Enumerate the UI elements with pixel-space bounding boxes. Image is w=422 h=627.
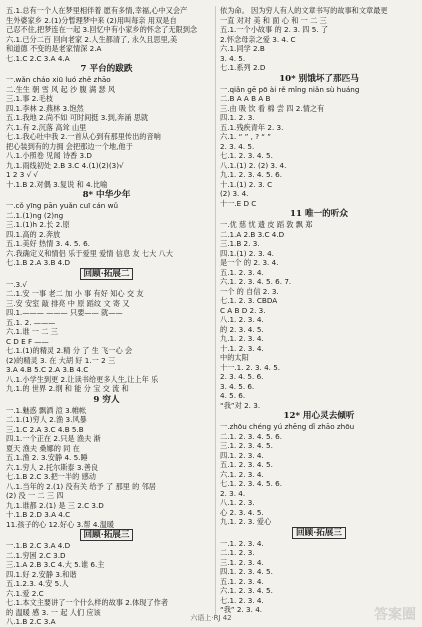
answer-line: 七.1. 2. 3. CBDA <box>220 296 278 305</box>
answer-line: 四.1.一个正在 2.只是 渔夫 渐 <box>6 434 101 443</box>
answer-line: 四.1.李林 2.燕林 3.饱然 <box>6 103 84 113</box>
answer-line: 九.1. 2. 3. 4. 5. 6. <box>220 170 283 179</box>
answer-line: 八.1. 2. 3. <box>220 498 255 507</box>
answer-line: 八.1.小学生到更 2.让读书给更多人生,让上年 乐 <box>6 374 159 384</box>
answer-line: 五.1.一个小故事 的 2. 3. 四 5. 了 <box>220 25 329 34</box>
answer-line: 五.1.总有一个人在梦里相伴着 愿有多情,幸福,心中又会产 <box>6 6 188 15</box>
answer-line: 六.1. 2. 3. 4. <box>220 469 264 479</box>
answer-line: 十.1.B 2.对偶 3.复说 和 4.比喻 <box>6 179 108 189</box>
answer-line: 三.1.事 2.毛枝 <box>6 94 54 103</box>
answer-line: (2) 3. 4. <box>220 189 249 198</box>
section-heading-text: 11 唯一的听众 <box>290 209 348 219</box>
watermark: 答案圈 <box>374 607 416 623</box>
answer-line: 是一个 的 2. 3. 4. <box>220 258 279 267</box>
answer-line: 二.1.(1)穷人 2.渔 3.风暴 <box>6 415 87 424</box>
answer-line: “我” 2. 3. 4. <box>220 605 263 614</box>
section-heading <box>6 189 207 201</box>
section-heading <box>6 394 207 406</box>
answer-line: 2. 3. 4. 5. <box>220 141 255 151</box>
answer-line: 二.1.A 2.B 3.C 4.D <box>220 229 285 239</box>
answer-line: 三.1.(1)h 2.长 2.原 <box>6 220 70 229</box>
answer-line: 十.1.B 2.D 3.A 4.C <box>6 510 71 519</box>
answer-line: 四.1. 2. 3. 4. <box>220 450 264 460</box>
answer-line: 十.1.(1) 2. 3. C <box>220 179 273 189</box>
answer-line: 七.1. 2. 3. 4. <box>220 595 264 605</box>
section-heading <box>220 410 418 422</box>
section-heading-text: 7 平台的跋跌 <box>80 64 133 74</box>
answer-line: 的 2. 3. 4. 5. <box>220 324 264 334</box>
left-column <box>6 6 207 627</box>
answer-line: 3.A 4.B 5.C 2.A 3.B 4.C <box>6 365 89 374</box>
answer-line: 十一.1. 2. 3. 4. 5. <box>220 362 281 372</box>
answer-line: 一.3.√ <box>6 279 27 289</box>
answer-line: 一.wǎn cháo xiū luó zhě zhāo <box>6 75 111 84</box>
answer-line: 五.1.渔 2. 3.安静 4. 5.睡 <box>6 453 88 462</box>
answer-line: 九.1. 2. 3. 4. <box>220 334 264 343</box>
section-heading-text: 回顾·拓展二 <box>80 268 134 280</box>
answer-line: 七.1.我心吐中我 2.一首从心到有那里传出的音响 <box>6 132 161 141</box>
answer-line: 九.1. 2. 3. 爱心 <box>220 517 272 526</box>
answer-line: 五.1.2.3. 4.安 5.人 <box>6 579 69 588</box>
answer-line: 4. 5. 6. <box>220 391 246 400</box>
answer-line: 四.1. 2. 3. <box>220 113 255 122</box>
answer-line: 五.1. 2. 3. 4. <box>220 267 264 277</box>
answer-line: 的 温暖 感 3. 一 起 人们 应该 <box>6 607 101 617</box>
answer-line: 六.1.已分二百 回向老家 2.人生都清了, 永久且思里,美 <box>6 34 178 44</box>
answer-line: 六.1.同学 2.B <box>220 44 265 53</box>
answer-line: 3. 4. 5. <box>220 53 246 63</box>
answer-line: 2. 3. 4. 5. 6. <box>220 372 264 381</box>
page-footer: 六语上·RJ 42 <box>190 614 232 622</box>
answer-line: 四.1.(1) 2. 3. 4. <box>220 248 274 258</box>
section-heading <box>6 63 207 75</box>
answer-line: 1 2 3 √ √ <box>6 170 39 179</box>
answer-line: 一.qiǎn gē pō ài rě mǐng niǎn sù huáng <box>220 84 360 94</box>
answer-line: 七.1.(1)的精灵 2.精 分 了 生 飞一心 会 <box>6 346 133 355</box>
answer-line: 11.孩子的心 12.好心 3.帮 4.温暖 <box>6 519 115 529</box>
answer-line: 七.1.C 2.C 3.A 4.A <box>6 53 70 63</box>
answer-line: 五.1. 2. ——— <box>6 317 56 327</box>
section-heading-text: 回顾·拓展三 <box>80 529 134 541</box>
answer-line: 2.怀念母亲之爱 3. 4. C <box>220 34 296 44</box>
answer-line: 和道德 不变的是老家情深 2.A <box>6 44 102 53</box>
answer-line: 七.1. 2. 3. 4. 5. <box>220 151 273 160</box>
answer-line: 六.1. 2. 3. 4. 5. 6. 7. <box>220 277 292 286</box>
answer-line: 七.1. 2. 3. 4. 5. 6. <box>220 479 283 488</box>
answer-line: 一.cǒ yīng pān yuǎn cuī cán wǔ <box>6 201 119 210</box>
answer-line: 二.B A A B A B <box>220 94 271 103</box>
answer-line: (2)的精灵 3. 在 大胡 好 1.一 2 三 <box>6 355 116 365</box>
answer-line: 八.1.(1) 2. (2) 3. 4. <box>220 160 287 170</box>
answer-line: 六.1. “ ” , ? “ ” <box>220 132 272 141</box>
answer-line: 三.1.C 2.A 3.C 4.B 5.B <box>6 424 84 434</box>
answer-line: 六.我确定义和情侣 乐于爱里 爱情 信息 友 七大 八大 <box>6 248 173 258</box>
answer-line: “我”对 2. 3. <box>220 400 261 410</box>
answer-line: 三.1. 2. 3. 4. <box>220 557 264 567</box>
answer-line: C D E F —— <box>6 336 49 346</box>
answer-line: 一.1.B 2.C 3.A 4.D <box>6 541 71 550</box>
answer-line: 七.1.本文主要讲了一个什么样的故事 2.体现了作者 <box>6 598 169 607</box>
answer-line: 四.1.——— ——— 只要—— 就—— <box>6 308 123 317</box>
section-heading <box>220 527 418 539</box>
answer-line: (2) 没 一 二 三 四 <box>6 491 64 500</box>
answer-line: 七.1.B 2.A 3.B 4.D <box>6 258 71 267</box>
answer-line: 一.优 慈 忧 遗 皮 蹈 敦 飘 郑 <box>220 220 313 229</box>
answer-line: 九.1.谁都 2.(1) 是 三 2.C 3.D <box>6 500 104 510</box>
section-heading-text: 回顾·拓展三 <box>292 527 346 539</box>
answer-line: 七.1.系列 2.D <box>220 63 266 72</box>
answer-line: 六.1. 2. 3. 4. 5. <box>220 586 273 595</box>
answer-line: 五.1.美好 热情 3. 4. 5. 6. <box>6 239 90 248</box>
answer-line: 九.1.的 世界 2.纲 和 能 分 宝 交 流 和 <box>6 384 129 393</box>
answer-line: 2. 3. 4. <box>220 488 246 498</box>
answer-line: 七.1.B 2.C 3.把一半的 感动 <box>6 472 96 481</box>
answer-line: 一个 的 自信 2. 3. <box>220 286 279 296</box>
answer-line: 八.1. 2. 3. 4. <box>220 315 264 324</box>
answer-line: 二.1. 2. 3. 4. 5. 6. <box>220 431 283 441</box>
section-heading <box>220 73 418 85</box>
answer-line: 依为命。 因为穷人有人的文章书写的故事和文章最更 <box>220 6 388 15</box>
answer-line: 十一.E D C <box>220 198 257 208</box>
answer-line: 二.1. 2. 3. <box>220 548 255 557</box>
answer-line: 五.1. 2. 3. 4. 5. <box>220 460 273 469</box>
answer-line: 六.1.穷人 2.托尔斯泰 3.善良 <box>6 462 99 472</box>
answer-line: 八.1.当年的 2.(1) 没有关 给予 了 那里 的 邻居 <box>6 481 156 491</box>
answer-line: 五.1.残疾青年 2. 3. <box>220 122 284 132</box>
answer-line: 三.安 安室 敲 排亮 中 原 蹈纹 文 寄 又 <box>6 298 130 308</box>
answer-line: 把心装到有的力拥 会把那边一个地,他于 <box>6 141 133 151</box>
answer-line: 四.1.高的 2.奔放 <box>6 229 61 239</box>
section-heading <box>6 529 207 541</box>
answer-line: 三.1.A 2.B 3.C 4.大 5.谁 6.主 <box>6 560 105 569</box>
answer-line: 二.生生 朝 雪 风 起 沙 腹 满 瑟 风 <box>6 84 116 94</box>
answer-line: 十.1. 2. 3. 4. <box>220 343 264 353</box>
answer-line: 八.1.小照卷 见闻 诗香 3.D <box>6 151 92 160</box>
answer-line: 一直 对对 美 和 面 心 和 一 二 三 <box>220 15 327 25</box>
answer-line: C A B D 2. 3. <box>220 305 266 315</box>
answer-line: 3. 4. 5. 6. <box>220 381 255 391</box>
answer-line: 六.1.有 2.沉落 高耸 山里 <box>6 122 87 132</box>
answer-line: 八.1.B 2.C 3.A <box>6 617 56 626</box>
answer-line: 六.1.爱 2.C <box>6 588 44 598</box>
answer-line: 二.1.穷困 2.C 3.D <box>6 550 66 560</box>
section-heading-text: 9 穷人 <box>93 394 120 405</box>
right-column <box>215 6 418 615</box>
section-heading-text: 12* 用心灵去倾听 <box>283 411 355 421</box>
answer-line: 生外婆家乡 2.(1)分暂理梦中来 (2)用叫每亲 用双是自 <box>6 15 177 25</box>
answer-line: 四.1.好 2.安静 3.和谐 <box>6 569 77 579</box>
answer-line: 三.由 吸 饮 看 棉 尝 四 2.情之有 <box>220 103 325 113</box>
answer-line: 九.1.雨线初处 2.B 3.C 4.(1)(2)(3)√ <box>6 160 124 170</box>
answer-line: 四.1. 2. 3. 4. 5. <box>220 567 273 576</box>
section-heading-text: 10* 别饿坏了那匹马 <box>279 73 359 84</box>
section-heading-text: 8* 中华少年 <box>82 190 131 200</box>
answer-line: 三.1.B 2. 3. <box>220 239 260 248</box>
answer-line: 一.1.魅惑 飘洒 渲 3.帷帐 <box>6 405 87 415</box>
answer-line: 一.zhōu chéng yú zhēng dǐ zhāo zhōu <box>220 422 355 431</box>
answer-line: 三.1. 2. 3. 4. 5. <box>220 441 273 450</box>
answer-line: 五.1. 2. 3. 4. <box>220 576 264 586</box>
answer-line: 夏天 渔夫 桑娜的 同 在 <box>6 443 80 453</box>
answer-line: 二.1.(1)ng (2)ng <box>6 210 64 220</box>
answer-line: 一.1. 2. 3. 4. <box>220 538 264 548</box>
section-heading <box>220 208 418 220</box>
answer-line: 己忍不住,把梦连在一起 3.回忆中有小家乡的怀念了无限到念 <box>6 25 198 34</box>
answer-line: 心 2. 3. 4. 5. <box>220 507 264 517</box>
answer-line: 六.1.谁 一 二 三 <box>6 327 58 336</box>
answer-line: 五.1.我地 2.尚不如 可时间挺 3.到,奔涌 思就 <box>6 113 149 122</box>
answer-line: 二.1.安 一事 老二 加 小 事 有好 知心 交 友 <box>6 289 144 298</box>
section-heading <box>6 268 207 280</box>
answer-line: 中的太阳 <box>220 353 249 362</box>
